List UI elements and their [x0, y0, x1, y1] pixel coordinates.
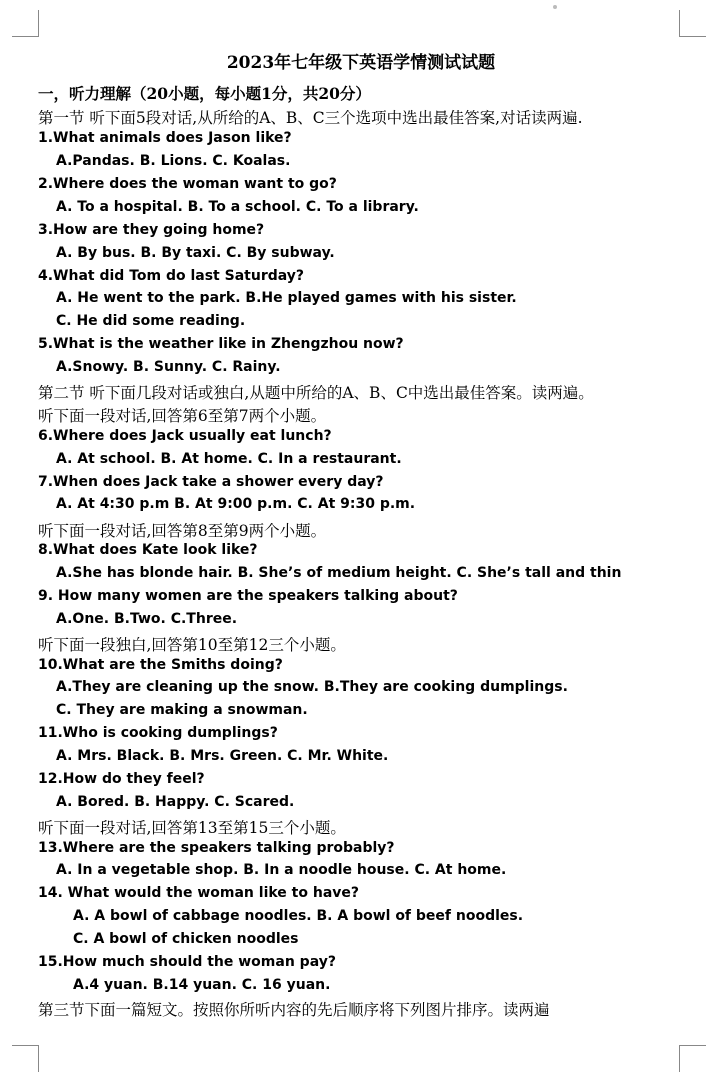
question-11: 11.Who is cooking dumplings?	[38, 725, 278, 741]
question-11-options: A. Mrs. Black. B. Mrs. Green. C. Mr. White.	[56, 748, 389, 764]
question-8: 8.What does Kate look like?	[38, 542, 258, 558]
question-5-options: A.Snowy. B. Sunny. C. Rainy.	[56, 359, 281, 375]
question-12: 12.How do they feel?	[38, 771, 205, 787]
question-1: 1.What animals does Jason like?	[38, 130, 292, 146]
question-13: 13.Where are the speakers talking probably?	[38, 840, 395, 856]
question-10-options-line2: C. They are making a snowman.	[56, 702, 308, 718]
question-10-options-line1: A.They are cleaning up the snow. B.They are cooking dumplings.	[56, 679, 568, 695]
question-12-options: A. Bored. B. Happy. C. Scared.	[56, 794, 295, 810]
section2-intro: 第二节 听下面几段对话或独白,从题中所给的A、B、C中选出最佳答案。读两遍。	[38, 384, 594, 402]
monologue-10-12-instruction: 听下面一段独白,回答第10至第12三个小题。	[38, 636, 346, 654]
dialog-8-9-instruction: 听下面一段对话,回答第8至第9两个小题。	[38, 522, 327, 540]
question-3-options: A. By bus. B. By taxi. C. By subway.	[56, 245, 335, 261]
dialog-13-15-instruction: 听下面一段对话,回答第13至第15三个小题。	[38, 819, 346, 837]
question-10: 10.What are the Smiths doing?	[38, 657, 283, 673]
question-3: 3.How are they going home?	[38, 222, 265, 238]
dialog-6-7-instruction: 听下面一段对话,回答第6至第7两个小题。	[38, 407, 327, 425]
question-8-options: A.She has blonde hair. B. She’s of medium height. C. She’s tall and thin	[56, 565, 622, 581]
margin-dot	[553, 5, 557, 9]
corner-mark-top-right	[679, 10, 706, 37]
question-6: 6.Where does Jack usually eat lunch?	[38, 428, 332, 444]
question-14-options-line1: A. A bowl of cabbage noodles. B. A bowl of beef noodles.	[73, 908, 524, 924]
question-6-options: A. At school. B. At home. C. In a restaurant.	[56, 451, 402, 467]
question-4-options-line2: C. He did some reading.	[56, 313, 246, 329]
question-15: 15.How much should the woman pay?	[38, 954, 336, 970]
section3-intro: 第三节下面一篇短文。按照你所听内容的先后顺序将下列图片排序。读两遍	[38, 1001, 550, 1019]
question-4: 4.What did Tom do last Saturday?	[38, 268, 305, 284]
corner-mark-bottom-left	[12, 1045, 39, 1072]
question-14-options-line2: C. A bowl of chicken noodles	[73, 931, 299, 947]
question-14: 14. What would the woman like to have?	[38, 885, 360, 901]
question-9: 9. How many women are the speakers talking about?	[38, 588, 458, 604]
question-15-options: A.4 yuan. B.14 yuan. C. 16 yuan.	[73, 977, 331, 993]
question-1-options: A.Pandas. B. Lions. C. Koalas.	[56, 153, 291, 169]
question-5: 5.What is the weather like in Zhengzhou now?	[38, 336, 404, 352]
part1-heading: 一，听力理解（20小题，每小题1分，共20分）	[38, 84, 371, 103]
question-7: 7.When does Jack take a shower every day?	[38, 474, 384, 490]
question-2: 2.Where does the woman want to go?	[38, 176, 337, 192]
question-7-options: A. At 4:30 p.m B. At 9:00 p.m. C. At 9:30 p.m.	[56, 496, 416, 512]
question-13-options: A. In a vegetable shop. B. In a noodle house. C. At home.	[56, 862, 507, 878]
question-9-options: A.One. B.Two. C.Three.	[56, 611, 238, 627]
section1-intro: 第一节 听下面5段对话,从所给的A、B、C三个选项中选出最佳答案,对话读两遍.	[38, 109, 583, 127]
question-2-options: A. To a hospital. B. To a school. C. To a library.	[56, 199, 419, 215]
question-4-options-line1: A. He went to the park. B.He played games with his sister.	[56, 290, 517, 306]
corner-mark-bottom-right	[679, 1045, 706, 1072]
corner-mark-top-left	[12, 10, 39, 37]
page-title: 2023年七年级下英语学情测试试题	[226, 53, 496, 73]
